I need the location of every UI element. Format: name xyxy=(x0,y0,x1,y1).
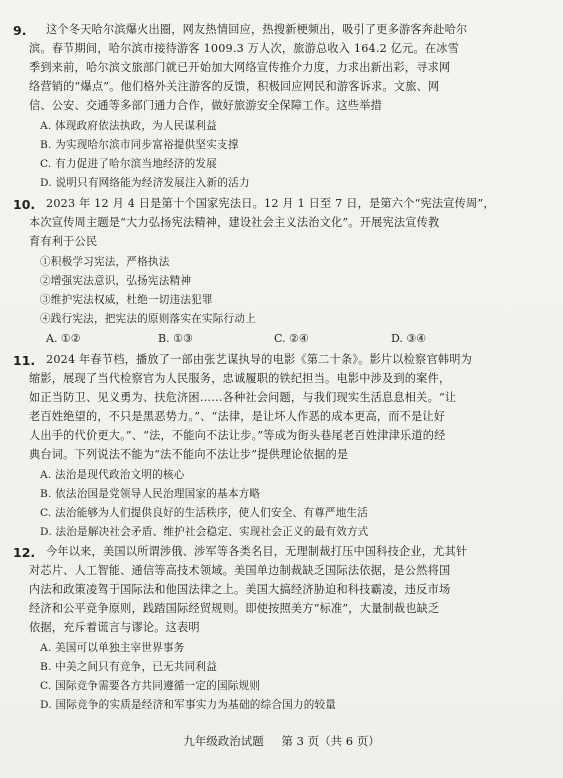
stem-line: 如正当防卫、见义勇为、扶危济困……各种社会问题，与我们现实生活息息相关。“让 xyxy=(29,391,457,404)
stem-line: 今年以来，美国以所谓涉俄、涉军等各类名目，无理制裁打压中国科技企业，尤其针 xyxy=(46,545,468,558)
choice-c[interactable]: C. ②④ xyxy=(274,332,309,345)
statement-1: ①积极学习宪法，严格执法 xyxy=(40,256,170,268)
option-a[interactable]: A. 美国可以单独主宰世界事务 xyxy=(40,642,185,654)
stem-line: 缩影，展现了当代检察官为人民服务，忠诚履职的铁纪担当。电影中涉及到的案件， xyxy=(29,372,451,385)
stem-line: 络营销的“爆点”。他们格外关注游客的反馈，积极回应网民和游客诉求。文旅、网 xyxy=(29,80,440,93)
choice-b[interactable]: B. ①③ xyxy=(158,332,193,345)
stem-line: 典台词。下列说法不能为“法不能向不法让步”提供理论依据的是 xyxy=(29,448,349,461)
option-c[interactable]: C. 国际竞争需要各方共同遵循一定的国际规则 xyxy=(40,680,261,692)
choice-a[interactable]: A. ①② xyxy=(46,332,81,345)
stem-line: 季到来前，哈尔滨文旅部门就已开始加大网络宣传推介力度，力求出新出彩，寻求网 xyxy=(29,61,451,74)
stem-line: 依据，充斥着谎言与谬论。这表明 xyxy=(29,621,200,634)
stem-line: 本次宣传周主题是“大力弘扬宪法精神，建设社会主义法治文化”。开展宪法宣传教 xyxy=(29,216,440,229)
option-d[interactable]: D. 国际竞争的实质是经济和军事实力为基础的综合国力的较量 xyxy=(40,699,337,711)
option-b[interactable]: B. 中美之间只有竞争，已无共同利益 xyxy=(40,661,218,673)
question-number: 9. xyxy=(13,23,27,38)
option-c[interactable]: C. 法治能够为人们提供良好的生活秩序，使人们安全、有尊严地生活 xyxy=(40,507,369,519)
footer-page-number: 第 3 页（共 6 页） xyxy=(281,734,380,748)
stem-line: 内法和政策凌驾于国际法和他国法律之上。美国大搞经济胁迫和科技霸凌，违反市场 xyxy=(29,583,451,596)
stem-line: 信、公安、交通等多部门通力合作，做好旅游安全保障工作。这些举措 xyxy=(29,99,383,112)
statement-4: ④践行宪法，把宪法的原则落实在实际行动上 xyxy=(40,313,256,325)
stem-line: 滨。春节期间，哈尔滨市接待游客 1009.3 万人次，旅游总收入 164.2 亿元。在冰雪 xyxy=(29,42,460,55)
option-d[interactable]: D. 说明只有网络能为经济发展注入新的活力 xyxy=(40,177,250,189)
statement-2: ②增强宪法意识，弘扬宪法精神 xyxy=(40,275,192,287)
footer-subject: 九年级政治试题 xyxy=(183,734,264,748)
option-d[interactable]: D. 法治是解决社会矛盾、维护社会稳定、实现社会正义的最有效方式 xyxy=(40,526,369,538)
stem-line: 2024 年春节档，播放了一部由张艺谋执导的电影《第二十条》。影片以检察官韩明为 xyxy=(46,353,472,366)
question-number: 11. xyxy=(13,353,36,368)
option-a[interactable]: A. 体现政府依法执政，为人民谋利益 xyxy=(40,120,217,132)
page-footer xyxy=(0,733,563,749)
question-number: 10. xyxy=(13,197,36,212)
stem-line: 育有利于公民 xyxy=(29,235,98,248)
option-c[interactable]: C. 有力促进了哈尔滨当地经济的发展 xyxy=(40,158,217,170)
stem-line: 老百姓绝望的，不只是黑恶势力。”、“法律，是让坏人作恶的成本更高，而不是让好 xyxy=(29,410,446,423)
question-number: 12. xyxy=(13,545,36,560)
option-b[interactable]: B. 依法治国是党领导人民治理国家的基本方略 xyxy=(40,488,261,500)
stem-line: 2023 年 12 月 4 日是第十个国家宪法日。12 月 1 日至 7 日，是第六个“宪法宣传周”， xyxy=(46,197,495,210)
statement-3: ③维护宪法权威，杜绝一切违法犯罪 xyxy=(40,294,213,306)
stem-line: 人出手的代价更大。”、“法，不能向不法让步。”等成为街头巷尾老百姓津津乐道的经 xyxy=(29,429,446,442)
stem-line: 对芯片、人工智能、通信等高技术领域。美国单边制裁缺乏国际法依据，是公然将国 xyxy=(29,564,451,577)
stem-line: 经济和公平竞争原则，践踏国际经贸规则。即使按照美方“标准”，大量制裁也缺乏 xyxy=(29,602,440,615)
choice-d[interactable]: D. ③④ xyxy=(391,332,427,345)
option-b[interactable]: B. 为实现哈尔滨市同步富裕提供坚实支撑 xyxy=(40,139,239,151)
option-a[interactable]: A. 法治是现代政治文明的核心 xyxy=(40,469,185,481)
stem-line: 这个冬天哈尔滨爆火出圈，网友热情回应，热搜新梗频出，吸引了更多游客奔赴哈尔 xyxy=(46,23,468,36)
